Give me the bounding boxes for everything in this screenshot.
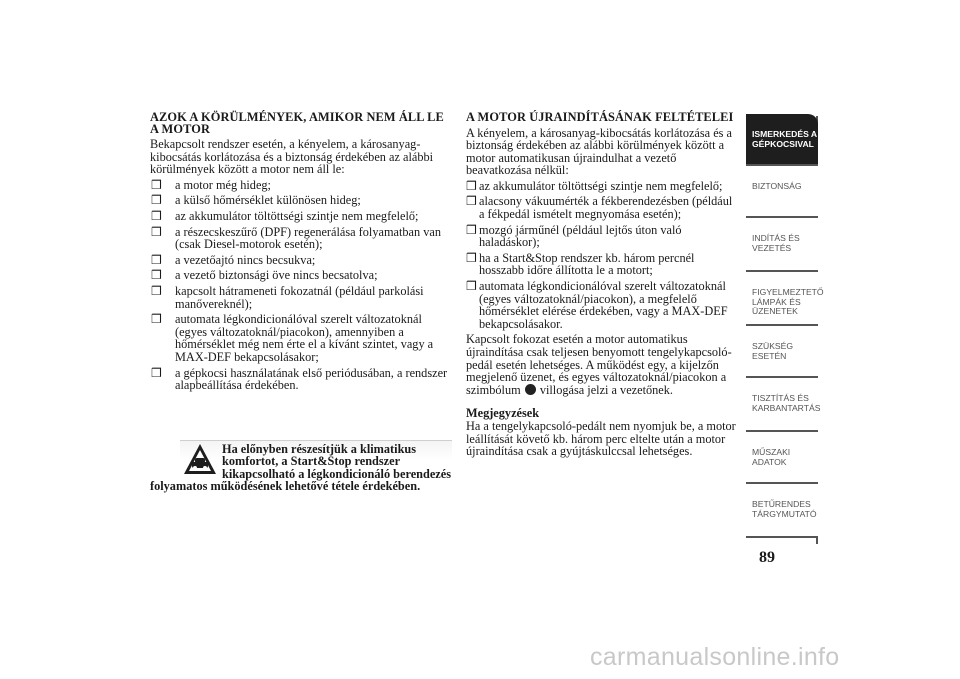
list-item: ❒ a vezető biztonsági öve nincs becsatolva; [151,268,378,283]
bullet-box-icon: ❒ [151,177,162,192]
right-column [466,112,740,458]
right-heading: A MOTOR ÚJRAINDÍTÁSÁNAK FELTÉTELEI [466,110,734,124]
list-item: ❒ automata légkondicionálóval szerelt változatoknál (egyes változatoknál/piacokon), a megfelelő hőmérséklet elérése érdekében, vagy a MAX-DEF bekapcsolásakor. [466,279,728,331]
right-paragraph: Kapcsolt fokozat esetén a motor automatikus újraindítása csak teljesen benyomott tengelykapcsoló-pedál esetén lehetséges. A működést egy, a kijelzőn megjelenő üzenet, és egyes változatoknál/piacokon a szimbólum villogása jelzi a vezetőnek. [466,332,732,397]
bullet-box-icon: ❒ [151,224,162,239]
right-intro: A kényelem, a károsanyag-kibocsátás korlátozása és a biztonság érdekében az alábbi körülmények között a motor automatikusan újraindulhat a vezető beavatkozása nélkül: [466,125,732,178]
left-bullet-list [150,179,452,392]
warning-text [150,443,452,492]
list-item: ❒ mozgó járműnél (például lejtős úton való haladáskor); [466,222,682,250]
warning-text-full: folyamatos működésének lehetővé tétele érdekében. [150,478,421,493]
list-item: ❒ automata légkondicionálóval szerelt változatoknál (egyes változatoknál/piacokon), amennyiben a hőmérséklet még nem érte el a kívánt szintet, vagy a MAX-DEF bekapcsolásakor; [151,312,434,364]
list-item: ❒ a részecskeszűrő (DPF) regenerálása folyamatban van (csak Diesel-motorok esetén); [151,224,441,252]
warning-text-indented: Ha előnyben részesítjük a klimatikus komfortot, a Start&Stop rendszer kikapcsolható a légkondicionáló berendezés [222,442,451,481]
list-item: ❒ az akkumulátor töltöttségi szintje nem megfelelő; [466,178,723,193]
tab-tisztitas[interactable]: TISZTÍTÁS ÉS KARBANTARTÁS [746,378,818,432]
tab-inditas[interactable]: INDÍTÁS ÉS VEZETÉS [746,218,818,272]
tab-szukseg[interactable]: SZÜKSÉG ESETÉN [746,326,818,378]
left-intro: Bekapcsolt rendszer esetén, a kényelem, a károsanyag-kibocsátás korlátozása és a biztonság érdekében az alábbi körülmények között a motor nem áll le: [150,137,434,177]
list-item: ❒ a vezetőajtó nincs becsukva; [151,252,316,267]
bullet-box-icon: ❒ [151,193,162,208]
sidebar-nav [746,114,824,538]
list-item: ❒ a külső hőmérséklet különösen hideg; [151,193,361,208]
list-item: ❒ a gépkocsi használatának első periódusában, a rendszer alapbeállítása érdekében. [151,365,448,393]
bullet-box-icon: ❒ [466,194,477,209]
tab-biztonsag[interactable]: BIZTONSÁG [746,166,818,218]
bullet-box-icon: ❒ [151,268,162,283]
page-number: 89 [759,549,775,566]
bullet-box-icon: ❒ [466,250,477,265]
start-stop-symbol-icon [525,384,536,395]
bullet-box-icon: ❒ [151,208,162,223]
left-heading: AZOK A KÖRÜLMÉNYEK, AMIKOR NEM ÁLL LE A MOTOR [150,110,444,136]
bullet-box-icon: ❒ [151,312,162,327]
list-item: ❒ alacsony vákuumérték a fékberendezésben (például a fékpedál ismételt megnyomása esetén); [466,194,733,222]
list-item: ❒ ha a Start&Stop rendszer kb. három percnél hosszabb időre állította le a motort; [466,250,695,278]
bullet-box-icon: ❒ [466,178,477,193]
bullet-box-icon: ❒ [466,222,477,237]
watermark: carmanualsonline.info [590,643,840,671]
bullet-box-icon: ❒ [151,252,162,267]
bullet-box-icon: ❒ [466,279,477,294]
tab-figyelmezteto[interactable]: FIGYELMEZTETŐ LÁMPÁK ÉS ÜZENETEK [746,272,818,326]
notes-heading: Megjegyzések [466,406,540,421]
left-column [150,112,452,395]
right-bullet-list [466,180,740,331]
tab-ismerkedes[interactable]: ISMERKEDÉS A GÉPKOCSIVAL [746,114,818,166]
list-item: ❒ az akkumulátor töltöttségi szintje nem megfelelő; [151,208,419,223]
bullet-box-icon: ❒ [151,365,162,380]
notes-text: Ha a tengelykapcsoló-pedált nem nyomjuk be, a motor leállítását követő kb. három perc eltelte után a motor újraindítása csak a gyújtáskulccsal lehetséges. [466,418,736,459]
list-item: ❒ a motor még hideg; [151,177,271,192]
tab-targymutato[interactable]: BETŰRENDES TÁRGYMUTATÓ [746,484,818,538]
list-item: ❒ kapcsolt hátrameneti fokozatnál (például parkolási manővereknél); [151,283,424,311]
bullet-box-icon: ❒ [151,283,162,298]
tab-muszaki[interactable]: MŰSZAKI ADATOK [746,432,818,484]
